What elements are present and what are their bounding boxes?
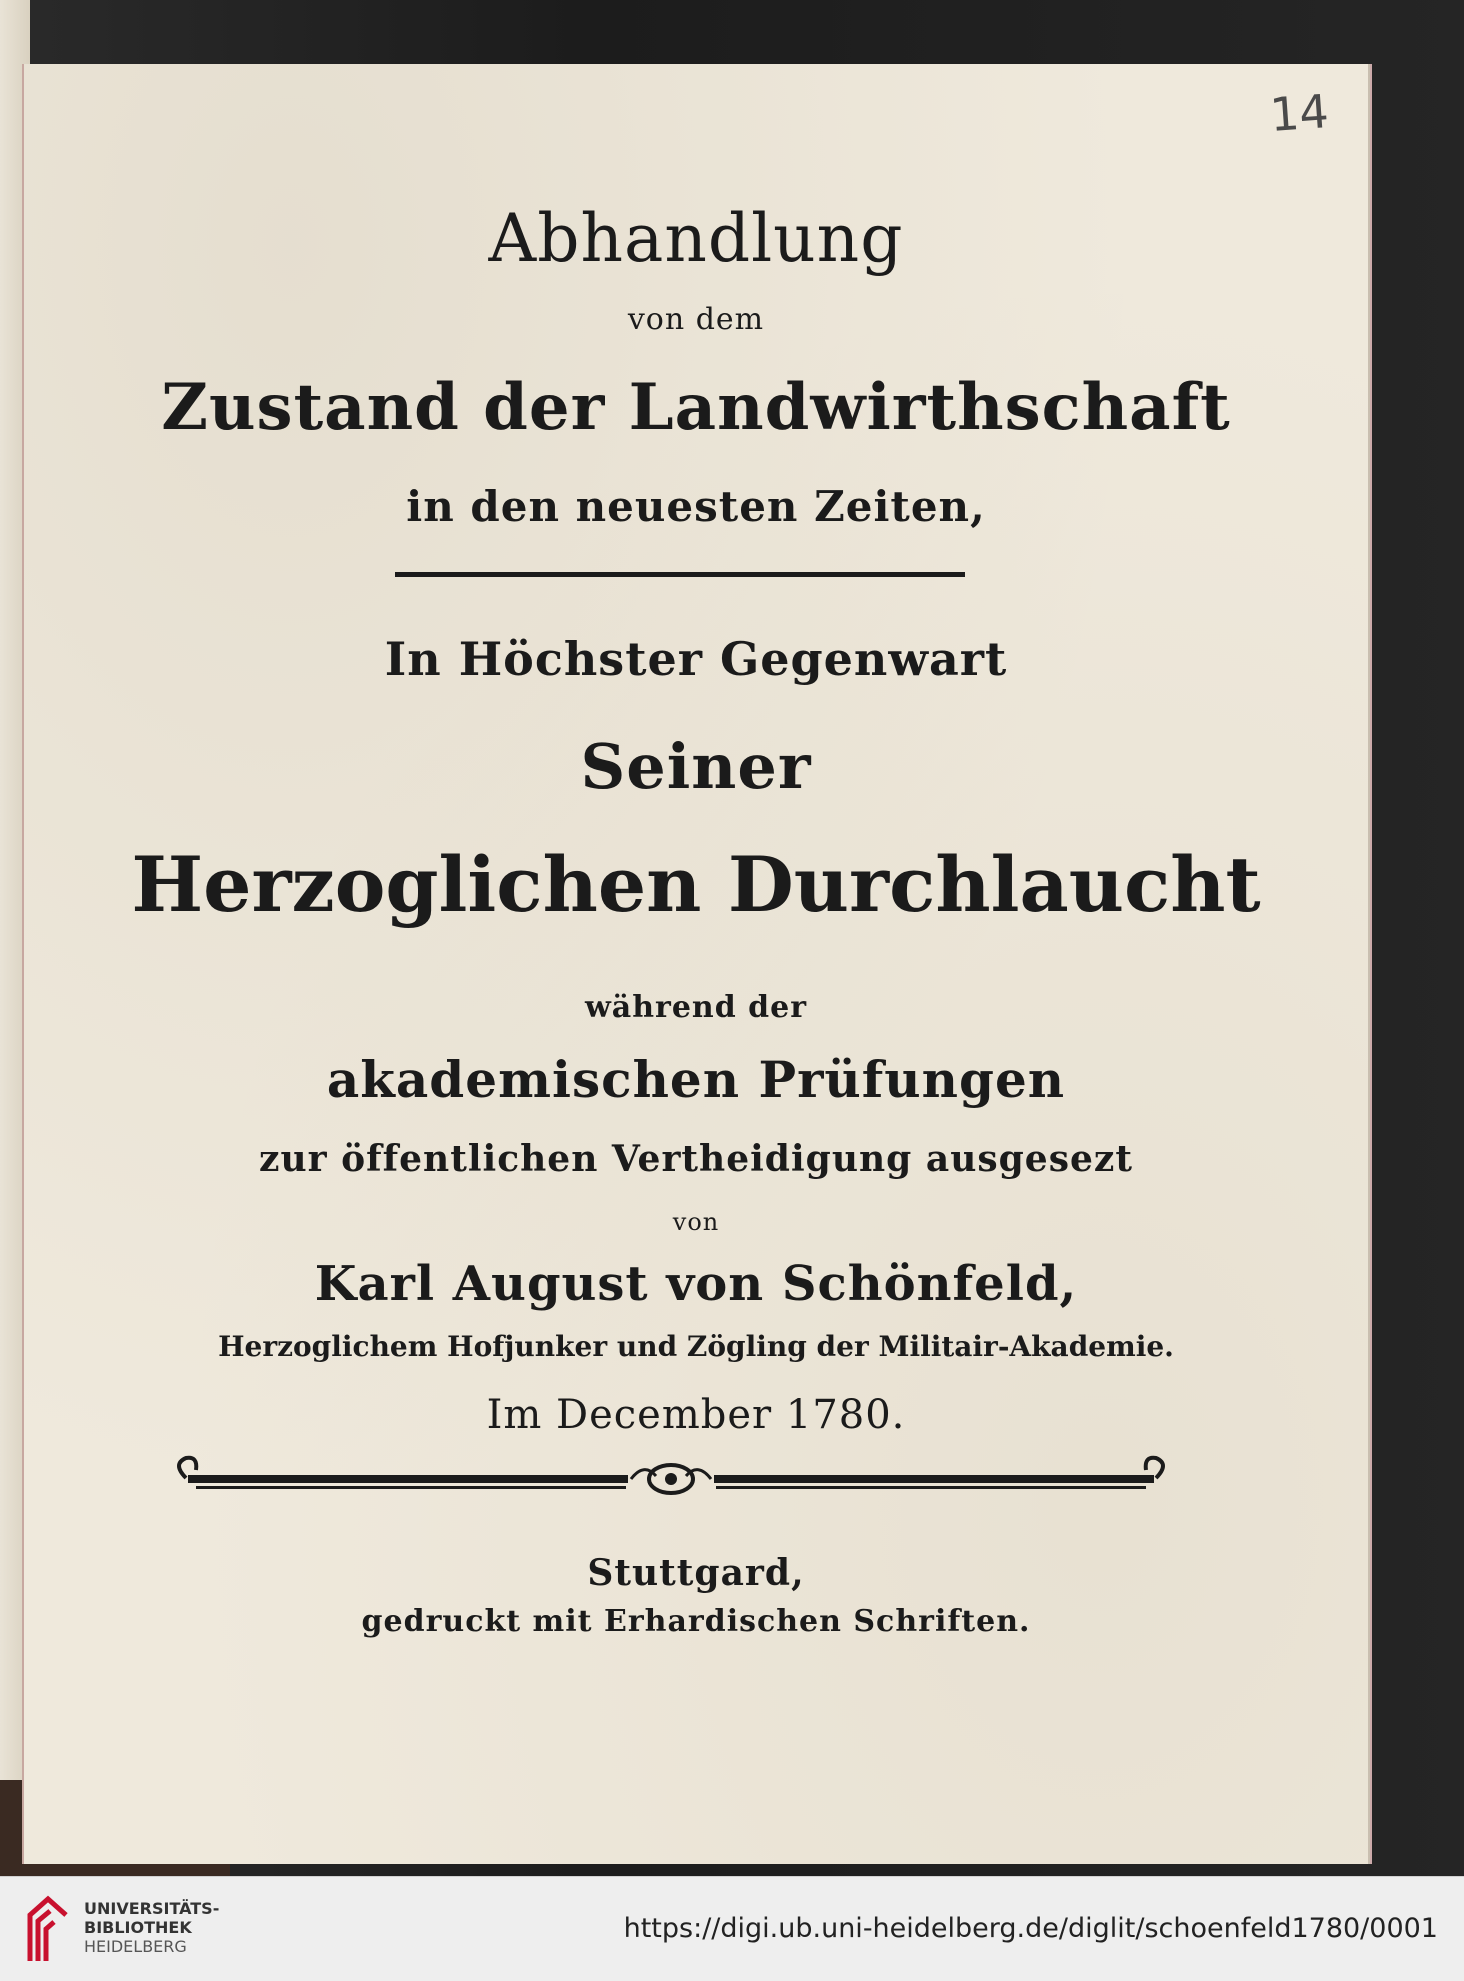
logo-line-1: UNIVERSITÄTS-: [84, 1899, 220, 1918]
presence-line: In Höchster Gegenwart: [384, 632, 1008, 686]
durchlaucht-line: Herzoglichen Durchlaucht: [131, 840, 1261, 929]
seiner-line: Seiner: [580, 730, 812, 803]
pruefungen-line: akademischen Prüfungen: [326, 1050, 1066, 1109]
viewer-footer: [0, 1876, 1464, 1981]
printer-line: gedruckt mit Erhardischen Schriften.: [361, 1604, 1031, 1639]
library-logo-text[interactable]: [84, 1899, 219, 1956]
ornamental-rule: [166, 1452, 1176, 1504]
place-line: Stuttgard,: [587, 1552, 805, 1594]
permalink-url[interactable]: https://digi.ub.uni-heidelberg.de/diglit/schoenfeld1780/0001: [623, 1913, 1438, 1944]
divider-rule: [395, 572, 965, 577]
verteidigung-line: zur öffentlichen Vertheidigung ausgesezt: [259, 1138, 1133, 1180]
folio-number: 14: [1268, 84, 1331, 142]
title-von-dem: von dem: [627, 302, 765, 337]
waehrend-line: während der: [584, 990, 808, 1025]
title-subject: Zustand der Landwirthschaft: [161, 370, 1231, 445]
title-times: in den neuesten Zeiten,: [406, 482, 986, 531]
date-line: Im December 1780.: [486, 1392, 906, 1438]
author-title-line: Herzoglichem Hofjunker und Zögling der Militair-Akademie.: [218, 1330, 1174, 1363]
von-line: von: [672, 1208, 720, 1236]
logo-line-2: BIBLIOTHEK: [84, 1918, 192, 1937]
title-main: Abhandlung: [488, 200, 904, 277]
library-logo-icon[interactable]: [20, 1891, 76, 1967]
logo-line-3: HEIDELBERG: [84, 1937, 187, 1956]
author-line: Karl August von Schönfeld,: [314, 1256, 1078, 1312]
